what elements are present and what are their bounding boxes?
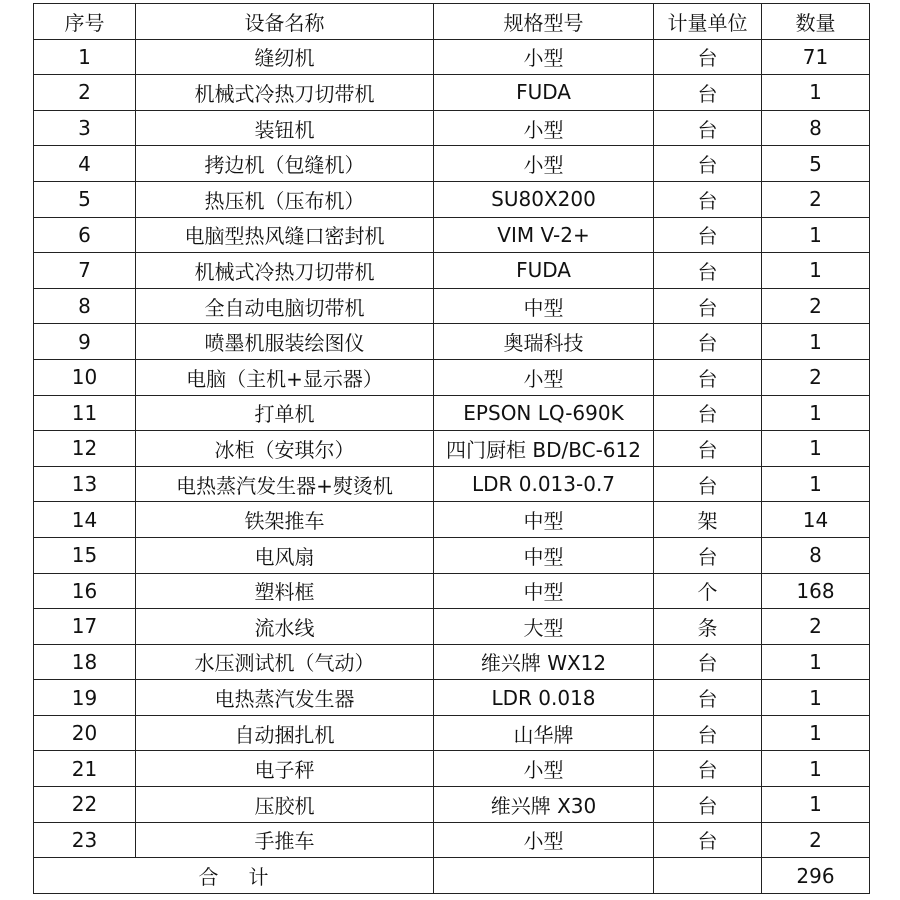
equipment-table: [33, 3, 870, 894]
total-model-empty: [434, 858, 654, 894]
cell-unit: 条: [654, 609, 762, 645]
cell-model: 中型: [434, 288, 654, 324]
cell-quantity: 1: [762, 644, 870, 680]
cell-model: 小型: [434, 751, 654, 787]
cell-equipment-name: 装钮机: [136, 110, 434, 146]
cell-model: 维兴牌 WX12: [434, 644, 654, 680]
cell-equipment-name: 电热蒸汽发生器: [136, 680, 434, 716]
cell-serial: 21: [34, 751, 136, 787]
cell-model: VIM V-2+: [434, 217, 654, 253]
cell-equipment-name: 全自动电脑切带机: [136, 288, 434, 324]
cell-unit: 台: [654, 680, 762, 716]
cell-model: 小型: [434, 146, 654, 182]
cell-equipment-name: 冰柜（安琪尔）: [136, 431, 434, 467]
cell-unit: 台: [654, 431, 762, 467]
table-row: [34, 324, 870, 360]
cell-model: 中型: [434, 537, 654, 573]
cell-model: 中型: [434, 502, 654, 538]
cell-serial: 14: [34, 502, 136, 538]
cell-equipment-name: 机械式冷热刀切带机: [136, 253, 434, 289]
cell-unit: 台: [654, 39, 762, 75]
table-row: [34, 751, 870, 787]
cell-equipment-name: 机械式冷热刀切带机: [136, 75, 434, 111]
cell-quantity: 1: [762, 75, 870, 111]
cell-serial: 13: [34, 466, 136, 502]
cell-quantity: 168: [762, 573, 870, 609]
cell-quantity: 71: [762, 39, 870, 75]
cell-quantity: 2: [762, 822, 870, 858]
cell-quantity: 1: [762, 431, 870, 467]
cell-unit: 台: [654, 715, 762, 751]
cell-quantity: 8: [762, 110, 870, 146]
cell-model: FUDA: [434, 75, 654, 111]
cell-model: LDR 0.018: [434, 680, 654, 716]
cell-model: EPSON LQ-690K: [434, 395, 654, 431]
cell-serial: 23: [34, 822, 136, 858]
header-serial: 序号: [34, 4, 136, 40]
table-row: [34, 537, 870, 573]
cell-equipment-name: 电子秤: [136, 751, 434, 787]
cell-quantity: 1: [762, 253, 870, 289]
table-row: [34, 395, 870, 431]
cell-equipment-name: 塑料框: [136, 573, 434, 609]
cell-serial: 19: [34, 680, 136, 716]
cell-unit: 台: [654, 75, 762, 111]
cell-serial: 3: [34, 110, 136, 146]
table-row: [34, 110, 870, 146]
cell-equipment-name: 电脑（主机+显示器）: [136, 359, 434, 395]
cell-serial: 5: [34, 181, 136, 217]
cell-equipment-name: 热压机（压布机）: [136, 181, 434, 217]
cell-model: 维兴牌 X30: [434, 787, 654, 823]
cell-serial: 22: [34, 787, 136, 823]
cell-model: 小型: [434, 359, 654, 395]
table-header-row: [34, 4, 870, 40]
cell-model: 小型: [434, 822, 654, 858]
cell-quantity: 1: [762, 787, 870, 823]
cell-model: 中型: [434, 573, 654, 609]
cell-quantity: 5: [762, 146, 870, 182]
cell-equipment-name: 缝纫机: [136, 39, 434, 75]
cell-model: 大型: [434, 609, 654, 645]
table-row: [34, 146, 870, 182]
cell-unit: 台: [654, 217, 762, 253]
cell-serial: 15: [34, 537, 136, 573]
table-row: [34, 715, 870, 751]
cell-serial: 20: [34, 715, 136, 751]
cell-model: 小型: [434, 110, 654, 146]
table-row: [34, 680, 870, 716]
cell-quantity: 1: [762, 680, 870, 716]
cell-model: 山华牌: [434, 715, 654, 751]
table-row: [34, 288, 870, 324]
cell-equipment-name: 铁架推车: [136, 502, 434, 538]
cell-equipment-name: 压胶机: [136, 787, 434, 823]
cell-serial: 18: [34, 644, 136, 680]
cell-equipment-name: 电风扇: [136, 537, 434, 573]
cell-equipment-name: 手推车: [136, 822, 434, 858]
header-model: 规格型号: [434, 4, 654, 40]
table-row: [34, 822, 870, 858]
cell-quantity: 2: [762, 288, 870, 324]
cell-model: LDR 0.013-0.7: [434, 466, 654, 502]
cell-model: 小型: [434, 39, 654, 75]
cell-unit: 台: [654, 288, 762, 324]
cell-unit: 个: [654, 573, 762, 609]
cell-unit: 台: [654, 324, 762, 360]
cell-quantity: 2: [762, 609, 870, 645]
cell-serial: 4: [34, 146, 136, 182]
cell-unit: 台: [654, 395, 762, 431]
table-row: [34, 644, 870, 680]
cell-unit: 架: [654, 502, 762, 538]
table-row: [34, 39, 870, 75]
cell-unit: 台: [654, 787, 762, 823]
table-row: [34, 359, 870, 395]
cell-serial: 9: [34, 324, 136, 360]
cell-quantity: 1: [762, 466, 870, 502]
cell-unit: 台: [654, 146, 762, 182]
cell-quantity: 1: [762, 751, 870, 787]
cell-quantity: 8: [762, 537, 870, 573]
total-unit-empty: [654, 858, 762, 894]
cell-unit: 台: [654, 359, 762, 395]
table-row: [34, 253, 870, 289]
cell-quantity: 1: [762, 395, 870, 431]
cell-equipment-name: 打单机: [136, 395, 434, 431]
cell-unit: 台: [654, 644, 762, 680]
cell-serial: 11: [34, 395, 136, 431]
cell-quantity: 2: [762, 359, 870, 395]
cell-unit: 台: [654, 822, 762, 858]
total-quantity: 296: [762, 858, 870, 894]
header-quantity: 数量: [762, 4, 870, 40]
table-row: [34, 787, 870, 823]
cell-serial: 2: [34, 75, 136, 111]
cell-serial: 12: [34, 431, 136, 467]
cell-model: 四门厨柜 BD/BC-612: [434, 431, 654, 467]
cell-unit: 台: [654, 181, 762, 217]
cell-unit: 台: [654, 537, 762, 573]
table-row: [34, 217, 870, 253]
total-label-char-2: 计: [248, 865, 269, 890]
table-row: [34, 466, 870, 502]
cell-equipment-name: 水压测试机（气动）: [136, 644, 434, 680]
cell-unit: 台: [654, 751, 762, 787]
cell-quantity: 1: [762, 217, 870, 253]
cell-equipment-name: 电脑型热风缝口密封机: [136, 217, 434, 253]
cell-serial: 7: [34, 253, 136, 289]
cell-model: 奥瑞科技: [434, 324, 654, 360]
table-row: [34, 75, 870, 111]
table-row: [34, 502, 870, 538]
cell-equipment-name: 流水线: [136, 609, 434, 645]
table-row: [34, 181, 870, 217]
cell-model: FUDA: [434, 253, 654, 289]
table-row: [34, 431, 870, 467]
cell-serial: 16: [34, 573, 136, 609]
cell-unit: 台: [654, 253, 762, 289]
cell-serial: 8: [34, 288, 136, 324]
cell-serial: 17: [34, 609, 136, 645]
cell-equipment-name: 拷边机（包缝机）: [136, 146, 434, 182]
cell-unit: 台: [654, 110, 762, 146]
table-row: [34, 573, 870, 609]
cell-equipment-name: 喷墨机服装绘图仪: [136, 324, 434, 360]
total-label: [34, 858, 434, 894]
cell-quantity: 14: [762, 502, 870, 538]
cell-serial: 6: [34, 217, 136, 253]
table-body: [34, 39, 870, 858]
header-equipment-name: 设备名称: [136, 4, 434, 40]
cell-model: SU80X200: [434, 181, 654, 217]
cell-unit: 台: [654, 466, 762, 502]
cell-quantity: 1: [762, 715, 870, 751]
cell-serial: 10: [34, 359, 136, 395]
total-label-char-1: 合: [198, 865, 219, 890]
cell-serial: 1: [34, 39, 136, 75]
cell-equipment-name: 自动捆扎机: [136, 715, 434, 751]
header-unit: 计量单位: [654, 4, 762, 40]
equipment-table-container: [33, 3, 869, 894]
cell-quantity: 2: [762, 181, 870, 217]
table-total-row: [34, 858, 870, 894]
cell-equipment-name: 电热蒸汽发生器+熨烫机: [136, 466, 434, 502]
table-row: [34, 609, 870, 645]
cell-quantity: 1: [762, 324, 870, 360]
